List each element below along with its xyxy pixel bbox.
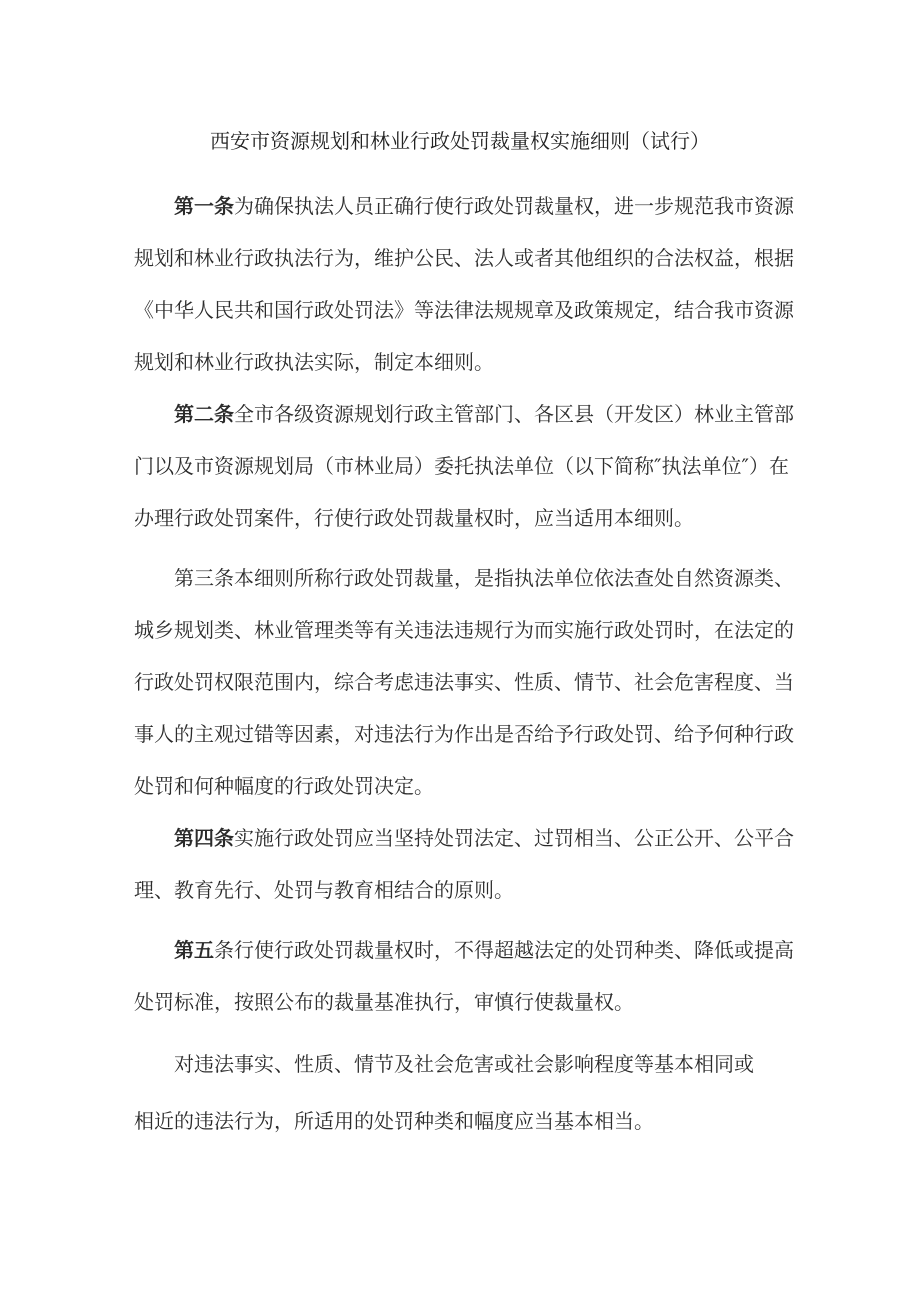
article-1 bbox=[134, 180, 794, 388]
closing-line-2: 相近的违法行为，所适用的处罚种类和幅度应当基本相当。 bbox=[134, 1109, 654, 1133]
article-1-text: 为确保执法人员正确行使行政处罚裁量权，进一步规范我市资源规划和林业行政执法行为，维护公民、法人或者其他组织的合法权益，根据《中华人民共和国行政处罚法》等法律法规规章及政策规定，结合我市资源规划和林业行政执法实际，制定本细则。 bbox=[134, 194, 794, 374]
article-4-heading: 第四条 bbox=[174, 826, 234, 850]
document-title: 西安市资源规划和林业行政处罚裁量权实施细则（试行） bbox=[210, 129, 710, 153]
article-2 bbox=[134, 388, 794, 544]
article-3-text: 本细则所称行政处罚裁量，是指执法单位依法查处自然资源类、城乡规划类、林业管理类等有关违法违规行为而实施行政处罚时，在法定的行政处罚权限范围内，综合考虑违法事实、性质、情节、社会危害程度、当事人的主观过错等因素，对违法行为作出是否给予行政处罚、给予何种行政处罚和何种幅度的行政处罚决定。 bbox=[134, 566, 794, 798]
article-5 bbox=[134, 924, 794, 1028]
article-3 bbox=[134, 552, 794, 812]
article-3-heading: 第三条 bbox=[174, 566, 234, 590]
article-5-text: 条行使行政处罚裁量权时，不得超越法定的处罚种类、降低或提高处罚标准，按照公布的裁量基准执行，审慎行使裁量权。 bbox=[134, 938, 794, 1014]
article-1-heading: 第一条 bbox=[174, 194, 234, 218]
article-5-heading: 第五 bbox=[174, 938, 214, 962]
article-2-text: 全市各级资源规划行政主管部门、各区县（开发区）林业主管部门以及市资源规划局（市林业局）委托执法单位（以下简称″执法单位″）在办理行政处罚案件，行使行政处罚裁量权时，应当适用本细则。 bbox=[134, 402, 794, 530]
closing-line-1: 对违法事实、性质、情节及社会危害或社会影响程度等基本相同或 bbox=[174, 1052, 754, 1076]
article-4 bbox=[134, 812, 794, 916]
article-2-heading: 第二条 bbox=[174, 402, 234, 426]
article-4-text: 实施行政处罚应当坚持处罚法定、过罚相当、公正公开、公平合理、教育先行、处罚与教育相结合的原则。 bbox=[134, 826, 794, 902]
